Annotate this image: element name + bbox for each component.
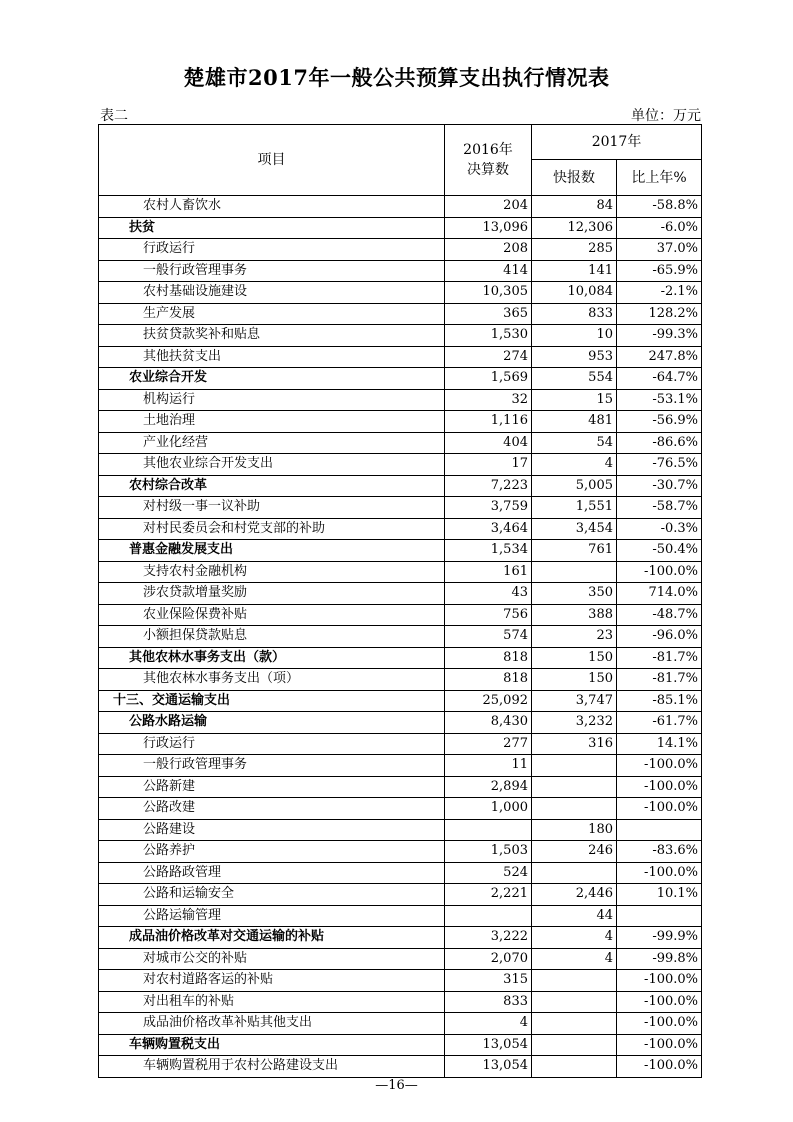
row-ratio: 247.8% xyxy=(617,346,702,368)
header-2016-year: 2016年 xyxy=(463,142,513,158)
row-2016-value: 8,430 xyxy=(445,712,532,734)
row-2017-value: 10,084 xyxy=(532,282,617,304)
row-ratio xyxy=(617,819,702,841)
table-row xyxy=(99,948,702,970)
row-ratio: 37.0% xyxy=(617,239,702,261)
row-name: 小额担保贷款贴息 xyxy=(99,626,445,648)
row-2016-value: 13,054 xyxy=(445,1034,532,1056)
row-2016-value: 17 xyxy=(445,454,532,476)
row-2016-value: 818 xyxy=(445,647,532,669)
row-ratio: 128.2% xyxy=(617,303,702,325)
row-ratio: -64.7% xyxy=(617,368,702,390)
row-ratio: -100.0% xyxy=(617,862,702,884)
row-2017-value: 141 xyxy=(532,260,617,282)
table-row xyxy=(99,798,702,820)
row-2017-value: 150 xyxy=(532,647,617,669)
row-2017-value xyxy=(532,1056,617,1078)
row-2016-value xyxy=(445,905,532,927)
row-2017-value: 3,232 xyxy=(532,712,617,734)
row-ratio: -48.7% xyxy=(617,604,702,626)
table-row xyxy=(99,282,702,304)
row-2017-value: 481 xyxy=(532,411,617,433)
table-row xyxy=(99,970,702,992)
row-2016-value: 1,569 xyxy=(445,368,532,390)
row-ratio: -100.0% xyxy=(617,1034,702,1056)
row-ratio: 10.1% xyxy=(617,884,702,906)
row-ratio: -99.8% xyxy=(617,948,702,970)
table-row xyxy=(99,411,702,433)
table-row xyxy=(99,1013,702,1035)
row-name: 其他扶贫支出 xyxy=(99,346,445,368)
row-name: 产业化经营 xyxy=(99,432,445,454)
row-ratio: -83.6% xyxy=(617,841,702,863)
row-name: 对村民委员会和村党支部的补助 xyxy=(99,518,445,540)
row-2017-value: 3,747 xyxy=(532,690,617,712)
row-2017-value: 761 xyxy=(532,540,617,562)
row-ratio: -99.3% xyxy=(617,325,702,347)
header-2016-label: 决算数 xyxy=(467,162,509,178)
row-2016-value: 3,759 xyxy=(445,497,532,519)
row-name: 对城市公交的补贴 xyxy=(99,948,445,970)
row-ratio: -100.0% xyxy=(617,1056,702,1078)
table-row xyxy=(99,604,702,626)
table-row xyxy=(99,884,702,906)
row-ratio: -76.5% xyxy=(617,454,702,476)
row-2016-value: 2,894 xyxy=(445,776,532,798)
row-2017-value: 15 xyxy=(532,389,617,411)
row-name: 农村人畜饮水 xyxy=(99,196,445,218)
row-2016-value: 10,305 xyxy=(445,282,532,304)
row-2017-value: 84 xyxy=(532,196,617,218)
row-2017-value: 54 xyxy=(532,432,617,454)
row-2016-value: 756 xyxy=(445,604,532,626)
row-2016-value: 574 xyxy=(445,626,532,648)
table-row xyxy=(99,712,702,734)
row-2016-value: 524 xyxy=(445,862,532,884)
row-2017-value: 554 xyxy=(532,368,617,390)
row-ratio: -65.9% xyxy=(617,260,702,282)
row-name: 公路新建 xyxy=(99,776,445,798)
row-2016-value: 204 xyxy=(445,196,532,218)
table-row xyxy=(99,196,702,218)
row-2016-value: 404 xyxy=(445,432,532,454)
row-name: 一般行政管理事务 xyxy=(99,260,445,282)
row-name: 涉农贷款增量奖励 xyxy=(99,583,445,605)
table-body xyxy=(99,196,702,1078)
header-quick: 快报数 xyxy=(532,160,617,196)
row-ratio: -99.9% xyxy=(617,927,702,949)
table-row xyxy=(99,819,702,841)
row-ratio: -53.1% xyxy=(617,389,702,411)
row-2017-value: 246 xyxy=(532,841,617,863)
table-row xyxy=(99,733,702,755)
row-ratio: -85.1% xyxy=(617,690,702,712)
row-2017-value: 316 xyxy=(532,733,617,755)
row-name: 公路改建 xyxy=(99,798,445,820)
row-ratio: -30.7% xyxy=(617,475,702,497)
row-2016-value: 274 xyxy=(445,346,532,368)
row-ratio: -2.1% xyxy=(617,282,702,304)
row-ratio: -100.0% xyxy=(617,1013,702,1035)
table-row xyxy=(99,475,702,497)
row-name: 其他农林水事务支出（项） xyxy=(99,669,445,691)
row-2016-value: 315 xyxy=(445,970,532,992)
row-ratio: -86.6% xyxy=(617,432,702,454)
row-name: 支持农村金融机构 xyxy=(99,561,445,583)
row-2017-value: 4 xyxy=(532,948,617,970)
row-2016-value: 1,503 xyxy=(445,841,532,863)
row-name: 机构运行 xyxy=(99,389,445,411)
row-2017-value: 44 xyxy=(532,905,617,927)
row-name: 其他农林水事务支出（款） xyxy=(99,647,445,669)
row-2016-value: 13,054 xyxy=(445,1056,532,1078)
row-2017-value: 4 xyxy=(532,927,617,949)
budget-table xyxy=(98,124,702,1078)
table-row xyxy=(99,862,702,884)
table-row xyxy=(99,325,702,347)
header-item: 项目 xyxy=(99,125,445,196)
row-ratio: -56.9% xyxy=(617,411,702,433)
row-ratio: -0.3% xyxy=(617,518,702,540)
row-name: 扶贫 xyxy=(99,217,445,239)
row-2017-value xyxy=(532,862,617,884)
row-2017-value: 285 xyxy=(532,239,617,261)
row-ratio: -58.8% xyxy=(617,196,702,218)
unit-label: 单位：万元 xyxy=(631,108,701,124)
row-2017-value: 3,454 xyxy=(532,518,617,540)
row-name: 行政运行 xyxy=(99,239,445,261)
table-row xyxy=(99,776,702,798)
row-2017-value xyxy=(532,1034,617,1056)
row-2016-value: 365 xyxy=(445,303,532,325)
table-row xyxy=(99,303,702,325)
row-name: 对农村道路客运的补贴 xyxy=(99,970,445,992)
row-ratio: 714.0% xyxy=(617,583,702,605)
table-row xyxy=(99,217,702,239)
row-name: 其他农业综合开发支出 xyxy=(99,454,445,476)
row-2017-value xyxy=(532,776,617,798)
row-name: 行政运行 xyxy=(99,733,445,755)
row-name: 一般行政管理事务 xyxy=(99,755,445,777)
row-2016-value: 833 xyxy=(445,991,532,1013)
row-2016-value: 277 xyxy=(445,733,532,755)
table-row xyxy=(99,260,702,282)
table-row xyxy=(99,905,702,927)
row-2017-value: 150 xyxy=(532,669,617,691)
row-ratio: -100.0% xyxy=(617,991,702,1013)
row-2017-value: 1,551 xyxy=(532,497,617,519)
row-name: 公路路政管理 xyxy=(99,862,445,884)
row-2017-value: 23 xyxy=(532,626,617,648)
row-2016-value: 1,116 xyxy=(445,411,532,433)
row-name: 公路建设 xyxy=(99,819,445,841)
row-2016-value: 1,534 xyxy=(445,540,532,562)
row-2017-value xyxy=(532,970,617,992)
row-ratio: -100.0% xyxy=(617,561,702,583)
table-row xyxy=(99,626,702,648)
row-name: 公路养护 xyxy=(99,841,445,863)
row-ratio: -81.7% xyxy=(617,647,702,669)
table-row xyxy=(99,561,702,583)
row-2017-value: 350 xyxy=(532,583,617,605)
row-2016-value: 4 xyxy=(445,1013,532,1035)
row-2017-value xyxy=(532,991,617,1013)
row-2017-value xyxy=(532,1013,617,1035)
header-2016 xyxy=(445,125,532,196)
row-name: 车辆购置税支出 xyxy=(99,1034,445,1056)
table-row xyxy=(99,1056,702,1078)
row-name: 农村综合改革 xyxy=(99,475,445,497)
row-2016-value: 208 xyxy=(445,239,532,261)
row-ratio: -50.4% xyxy=(617,540,702,562)
table-row xyxy=(99,841,702,863)
row-2017-value: 4 xyxy=(532,454,617,476)
row-name: 公路运输管理 xyxy=(99,905,445,927)
row-2016-value: 13,096 xyxy=(445,217,532,239)
table-row xyxy=(99,346,702,368)
table-row xyxy=(99,540,702,562)
row-ratio: -100.0% xyxy=(617,970,702,992)
table-label: 表二 xyxy=(100,108,128,124)
row-2017-value: 12,306 xyxy=(532,217,617,239)
table-row xyxy=(99,669,702,691)
row-ratio: -6.0% xyxy=(617,217,702,239)
page-title: 楚雄市2017年一般公共预算支出执行情况表 xyxy=(183,65,610,90)
row-2016-value: 3,222 xyxy=(445,927,532,949)
row-name: 土地治理 xyxy=(99,411,445,433)
row-ratio: -61.7% xyxy=(617,712,702,734)
row-name: 成品油价格改革补贴其他支出 xyxy=(99,1013,445,1035)
row-2017-value: 10 xyxy=(532,325,617,347)
table-row xyxy=(99,1034,702,1056)
row-name: 生产发展 xyxy=(99,303,445,325)
row-ratio: -58.7% xyxy=(617,497,702,519)
row-2016-value: 32 xyxy=(445,389,532,411)
row-2017-value: 833 xyxy=(532,303,617,325)
row-2016-value: 43 xyxy=(445,583,532,605)
row-name: 对村级一事一议补助 xyxy=(99,497,445,519)
row-name: 十三、交通运输支出 xyxy=(99,690,445,712)
row-2017-value: 2,446 xyxy=(532,884,617,906)
page-number: —16— xyxy=(375,1078,418,1093)
row-name: 农业保险保费补贴 xyxy=(99,604,445,626)
row-2017-value: 5,005 xyxy=(532,475,617,497)
row-2016-value xyxy=(445,819,532,841)
table-row xyxy=(99,239,702,261)
table-row xyxy=(99,690,702,712)
table-row xyxy=(99,927,702,949)
row-2016-value: 11 xyxy=(445,755,532,777)
row-2016-value: 414 xyxy=(445,260,532,282)
row-ratio: -100.0% xyxy=(617,798,702,820)
table-row xyxy=(99,518,702,540)
row-2017-value xyxy=(532,561,617,583)
row-2016-value: 3,464 xyxy=(445,518,532,540)
row-2017-value xyxy=(532,798,617,820)
header-ratio: 比上年% xyxy=(617,160,702,196)
row-name: 农村基础设施建设 xyxy=(99,282,445,304)
row-name: 对出租车的补贴 xyxy=(99,991,445,1013)
row-2017-value: 953 xyxy=(532,346,617,368)
table-row xyxy=(99,432,702,454)
row-ratio: 14.1% xyxy=(617,733,702,755)
table-row xyxy=(99,368,702,390)
table-row xyxy=(99,991,702,1013)
row-name: 扶贫贷款奖补和贴息 xyxy=(99,325,445,347)
row-2016-value: 161 xyxy=(445,561,532,583)
row-ratio: -96.0% xyxy=(617,626,702,648)
table-row xyxy=(99,755,702,777)
row-2016-value: 7,223 xyxy=(445,475,532,497)
table-row xyxy=(99,389,702,411)
row-ratio: -100.0% xyxy=(617,776,702,798)
table-row xyxy=(99,454,702,476)
row-name: 普惠金融发展支出 xyxy=(99,540,445,562)
row-ratio: -81.7% xyxy=(617,669,702,691)
row-2016-value: 1,000 xyxy=(445,798,532,820)
table-row xyxy=(99,583,702,605)
row-2016-value: 1,530 xyxy=(445,325,532,347)
row-name: 成品油价格改革对交通运输的补贴 xyxy=(99,927,445,949)
row-2016-value: 2,070 xyxy=(445,948,532,970)
row-2016-value: 818 xyxy=(445,669,532,691)
row-2017-value xyxy=(532,755,617,777)
header-2017: 2017年 xyxy=(532,125,702,160)
row-name: 公路和运输安全 xyxy=(99,884,445,906)
row-name: 农业综合开发 xyxy=(99,368,445,390)
table-row xyxy=(99,647,702,669)
row-2016-value: 2,221 xyxy=(445,884,532,906)
row-ratio: -100.0% xyxy=(617,755,702,777)
row-2017-value: 388 xyxy=(532,604,617,626)
row-ratio xyxy=(617,905,702,927)
row-name: 车辆购置税用于农村公路建设支出 xyxy=(99,1056,445,1078)
table-row xyxy=(99,497,702,519)
row-name: 公路水路运输 xyxy=(99,712,445,734)
row-2017-value: 180 xyxy=(532,819,617,841)
row-2016-value: 25,092 xyxy=(445,690,532,712)
